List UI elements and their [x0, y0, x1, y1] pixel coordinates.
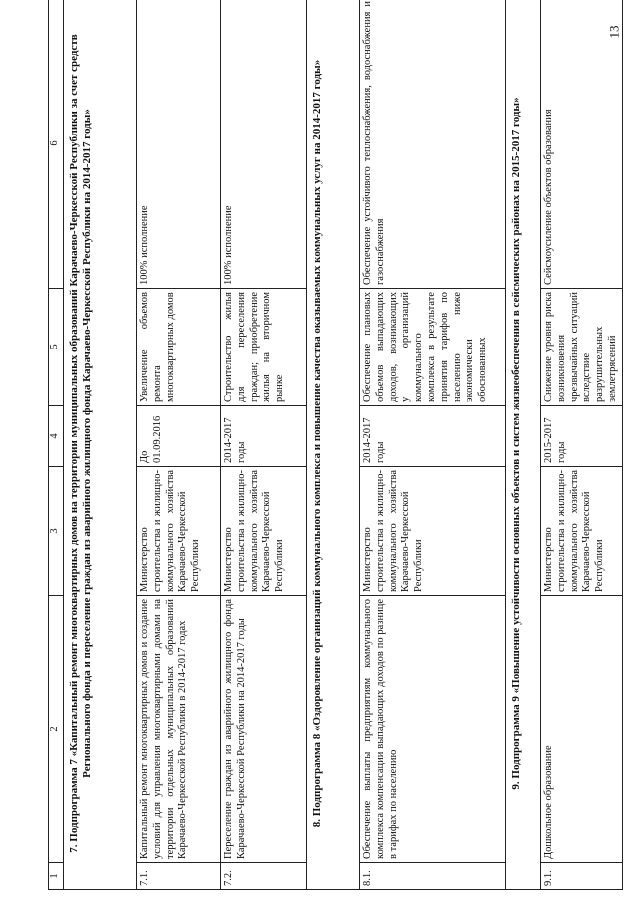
row-number: 7.1.: [137, 863, 221, 890]
table-row: [541, 0, 623, 890]
column-header: 5: [49, 289, 64, 406]
term: 2014-2017 годы: [360, 406, 506, 467]
column-header: 2: [49, 596, 64, 863]
column-header: 1: [49, 863, 64, 890]
term: До 01.09.2016: [137, 406, 221, 467]
measure-name: Дошкольное образование: [541, 596, 623, 863]
section-title: 7. Подпрограмма 7 «Капитальный ремонт многоквартирных домов на территории муниципальных образований Карачаево-Черкесской Республики за счет средств Регионального фонда и переселение граждан из аварийного жилищного фонда Карачаево-Черкесской Республики на 2014-2017 годы»: [64, 0, 137, 890]
measure-name: Обеспечение выплаты предприятиям коммунального комплекса компенсации выпадающих доходов по разнице в тарифах по населению: [360, 596, 506, 863]
table-row: [221, 0, 307, 890]
section-title: 9. Подпрограмма 9 «Повышение устойчивости основных объектов и систем жизнеобеспечения в сейсмических районах на 2015-2017 годы»: [506, 0, 541, 890]
page-number: 13: [606, 25, 622, 39]
section-header-row: [307, 0, 360, 890]
executor: Министерство строительства и жилищно-коммунального хозяйства Карачаево-Черкесской Республики: [360, 467, 506, 596]
executor: Министерство строительства и жилищно-коммунального хозяйства Карачаево-Черкесской Республики: [137, 467, 221, 596]
column-header: 6: [49, 0, 64, 289]
measure-name: Капитальный ремонт многоквартирных домов и создание условий для управления многоквартирными домами на территории отдельных муниципальных образований Карачаево-Черкесской Республики в 2014-2017 годах: [137, 596, 221, 863]
executor: Министерство строительства и жилищно-коммунального хозяйства Карачаево-Черкесской Республики: [541, 467, 623, 596]
row-number: 7.2.: [221, 863, 307, 890]
section-title: 8. Подпрограмма 8 «Оздоровление организаций коммунального комплекса и повышение качества оказываемых коммунальных услуг на 2014-2017 годы»: [307, 0, 360, 890]
expected-result: Снижение уровня риска возникновения чрезвычайных ситуаций вследствие разрушительных землетрясений: [541, 289, 623, 406]
expected-result: Обеспечение плановых объемов выпадающих доходов, возникающих у организаций коммунального комплекса в результате принятия тарифов по населению ниже экономически обоснованных: [360, 289, 506, 406]
term: 2014-2017 годы: [221, 406, 307, 467]
column-header: 4: [49, 406, 64, 467]
table-row: [360, 0, 506, 890]
target: Обеспечение устойчивого теплоснабжения, водоснабжения и газоснабжения: [360, 0, 506, 289]
row-number: 8.1.: [360, 863, 506, 890]
term: 2015-2017 годы: [541, 406, 623, 467]
expected-result: Строительство жилья для переселения граждан; приобретение жилья на вторичном рынке: [221, 289, 307, 406]
target: Сейсмоусиление объектов образования: [541, 0, 623, 289]
executor: Министерство строительства и жилищно-коммунального хозяйства Карачаево-Черкесской Республики: [221, 467, 307, 596]
measure-name: Переселение граждан из аварийного жилищного фонда Карачаево-Черкесской Республики на 2014-2017 годы: [221, 596, 307, 863]
row-number: 9.1.: [541, 863, 623, 890]
section-header-row: [506, 0, 541, 890]
column-header: 3: [49, 467, 64, 596]
table-header-row: [49, 0, 64, 890]
section-header-row: [64, 0, 137, 890]
program-table: [48, 0, 623, 890]
table-row: [137, 0, 221, 890]
expected-result: Увеличение объемов ремонта многоквартирных домов: [137, 289, 221, 406]
target: 100% исполнение: [137, 0, 221, 289]
target: 100% исполнение: [221, 0, 307, 289]
